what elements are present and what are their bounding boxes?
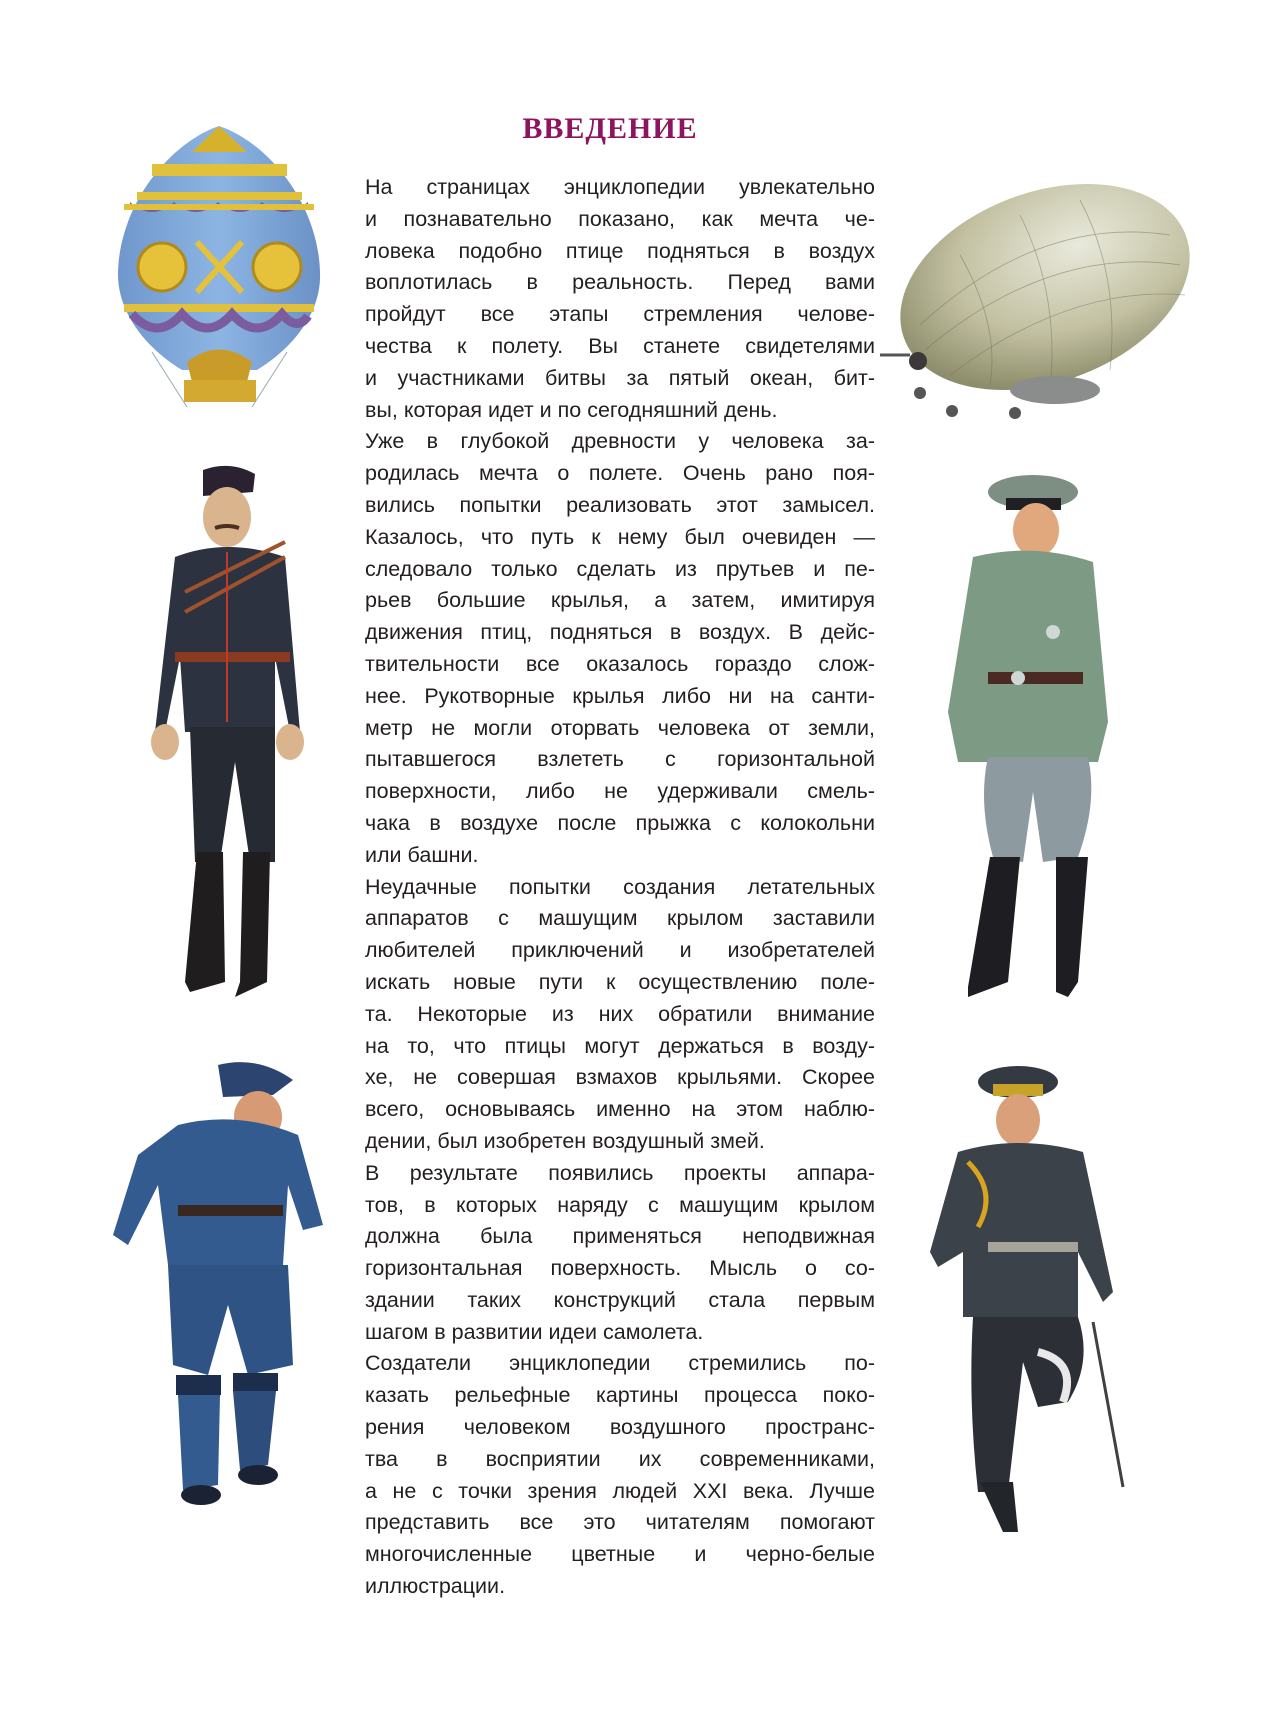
text-line: тов, в которых наряду с машущим крылом (365, 1192, 875, 1217)
text-line: здании таких конструкций стала первым (365, 1287, 875, 1312)
officer-green-uniform-illustration (928, 472, 1118, 1032)
text-line: на то, что птицы могут держаться в возду- (365, 1033, 875, 1058)
text-line: иллюстрации. (365, 1574, 506, 1599)
general-grey-uniform-illustration (918, 1062, 1133, 1622)
text-line: ловека подобно птице подняться в воздух (365, 238, 875, 263)
text-line: пытавшегося взлететь с горизонтальной (365, 747, 875, 772)
text-line: и участниками битвы за пятый океан, бит- (365, 365, 875, 390)
text-line: рения человеком воздушного пространс- (365, 1415, 875, 1440)
text-line: шагом в развитии идеи самолета. (365, 1319, 704, 1344)
general-icon (918, 1062, 1133, 1622)
text-line: а не с точки зрения людей XXI века. Лучше (365, 1478, 875, 1503)
airman-icon (98, 1055, 338, 1515)
text-line: горизонтальная поверхность. Мысль о со- (365, 1256, 875, 1281)
text-line: всего, основываясь именно на этом наблю- (365, 1097, 875, 1122)
montgolfier-balloon-illustration (112, 122, 327, 417)
text-line: многочисленные цветные и черно-белые (365, 1542, 875, 1567)
soldier-dark-uniform-illustration (135, 462, 315, 1012)
paragraph (365, 1348, 875, 1602)
airman-blue-uniform-illustration (98, 1055, 338, 1515)
text-line: дении, был изобретен воздушный змей. (365, 1128, 765, 1153)
text-line: воплотилась в реальность. Перед вами (365, 270, 875, 295)
text-line: представить все это читателям помогают (365, 1510, 875, 1535)
text-line: вы, которая идет и по сегодняшний день. (365, 397, 778, 422)
officer-icon (928, 472, 1118, 1032)
text-line: тва в восприятии их современниками, (365, 1446, 875, 1471)
text-line: вились попытки реализовать этот замысел. (365, 492, 875, 517)
text-line: любителей приключений и изобретателей (365, 938, 875, 963)
text-line: хе, не совершая взмахов крыльями. Скорее (365, 1065, 875, 1090)
text-line: На страницах энциклопедии увлекательно (365, 175, 875, 199)
text-line: пройдут все этапы стремления челове- (365, 302, 875, 327)
text-line: или башни. (365, 842, 479, 867)
intro-text (365, 172, 875, 1603)
text-line: В результате появились проекты аппара- (365, 1160, 875, 1185)
text-line: аппаратов с машущим крылом заставили (365, 906, 875, 931)
text-line: метр не могли оторвать человека от земли, (365, 715, 875, 740)
text-line: Неудачные попытки создания летательных (365, 874, 875, 899)
soldier-icon (135, 462, 315, 1012)
text-line: казать рельефные картины процесса поко- (365, 1383, 875, 1408)
text-line: искать новые пути к осуществлению поле- (365, 969, 875, 994)
text-line: движения птиц, подняться в воздух. В дейс- (365, 620, 875, 645)
paragraph (365, 1158, 875, 1349)
paragraph (365, 172, 875, 426)
airship-illustration (880, 175, 1200, 425)
text-line: должна была применяться неподвижная (365, 1224, 875, 1249)
text-line: поверхности, либо не удерживали смель- (365, 779, 875, 804)
balloon-icon (112, 122, 327, 417)
text-line: та. Некоторые из них обратили внимание (365, 1001, 875, 1026)
text-line: чака в воздухе после прыжка с колокольни (365, 810, 875, 835)
text-line: твительности все оказалось гораздо слож- (365, 651, 875, 676)
page-title: ВВЕДЕНИЕ (522, 112, 698, 145)
paragraph (365, 426, 875, 871)
paragraph (365, 872, 875, 1158)
text-line: Уже в глубокой древности у человека за- (365, 429, 875, 454)
text-line: Казалось, что путь к нему был очевиден — (365, 524, 875, 549)
text-line: и познавательно показано, как мечта че- (365, 206, 875, 231)
airship-icon (880, 175, 1200, 425)
text-line: чества к полету. Вы станете свидетелями (365, 333, 875, 358)
text-line: Создатели энциклопедии стремились по- (365, 1351, 875, 1376)
text-line: рьев большие крылья, а затем, имитируя (365, 588, 875, 613)
text-line: родилась мечта о полете. Очень рано поя- (365, 461, 875, 486)
text-line: следовало только сделать из прутьев и пе- (365, 556, 875, 581)
text-line: нее. Рукотворные крылья либо ни на санти- (365, 683, 875, 708)
